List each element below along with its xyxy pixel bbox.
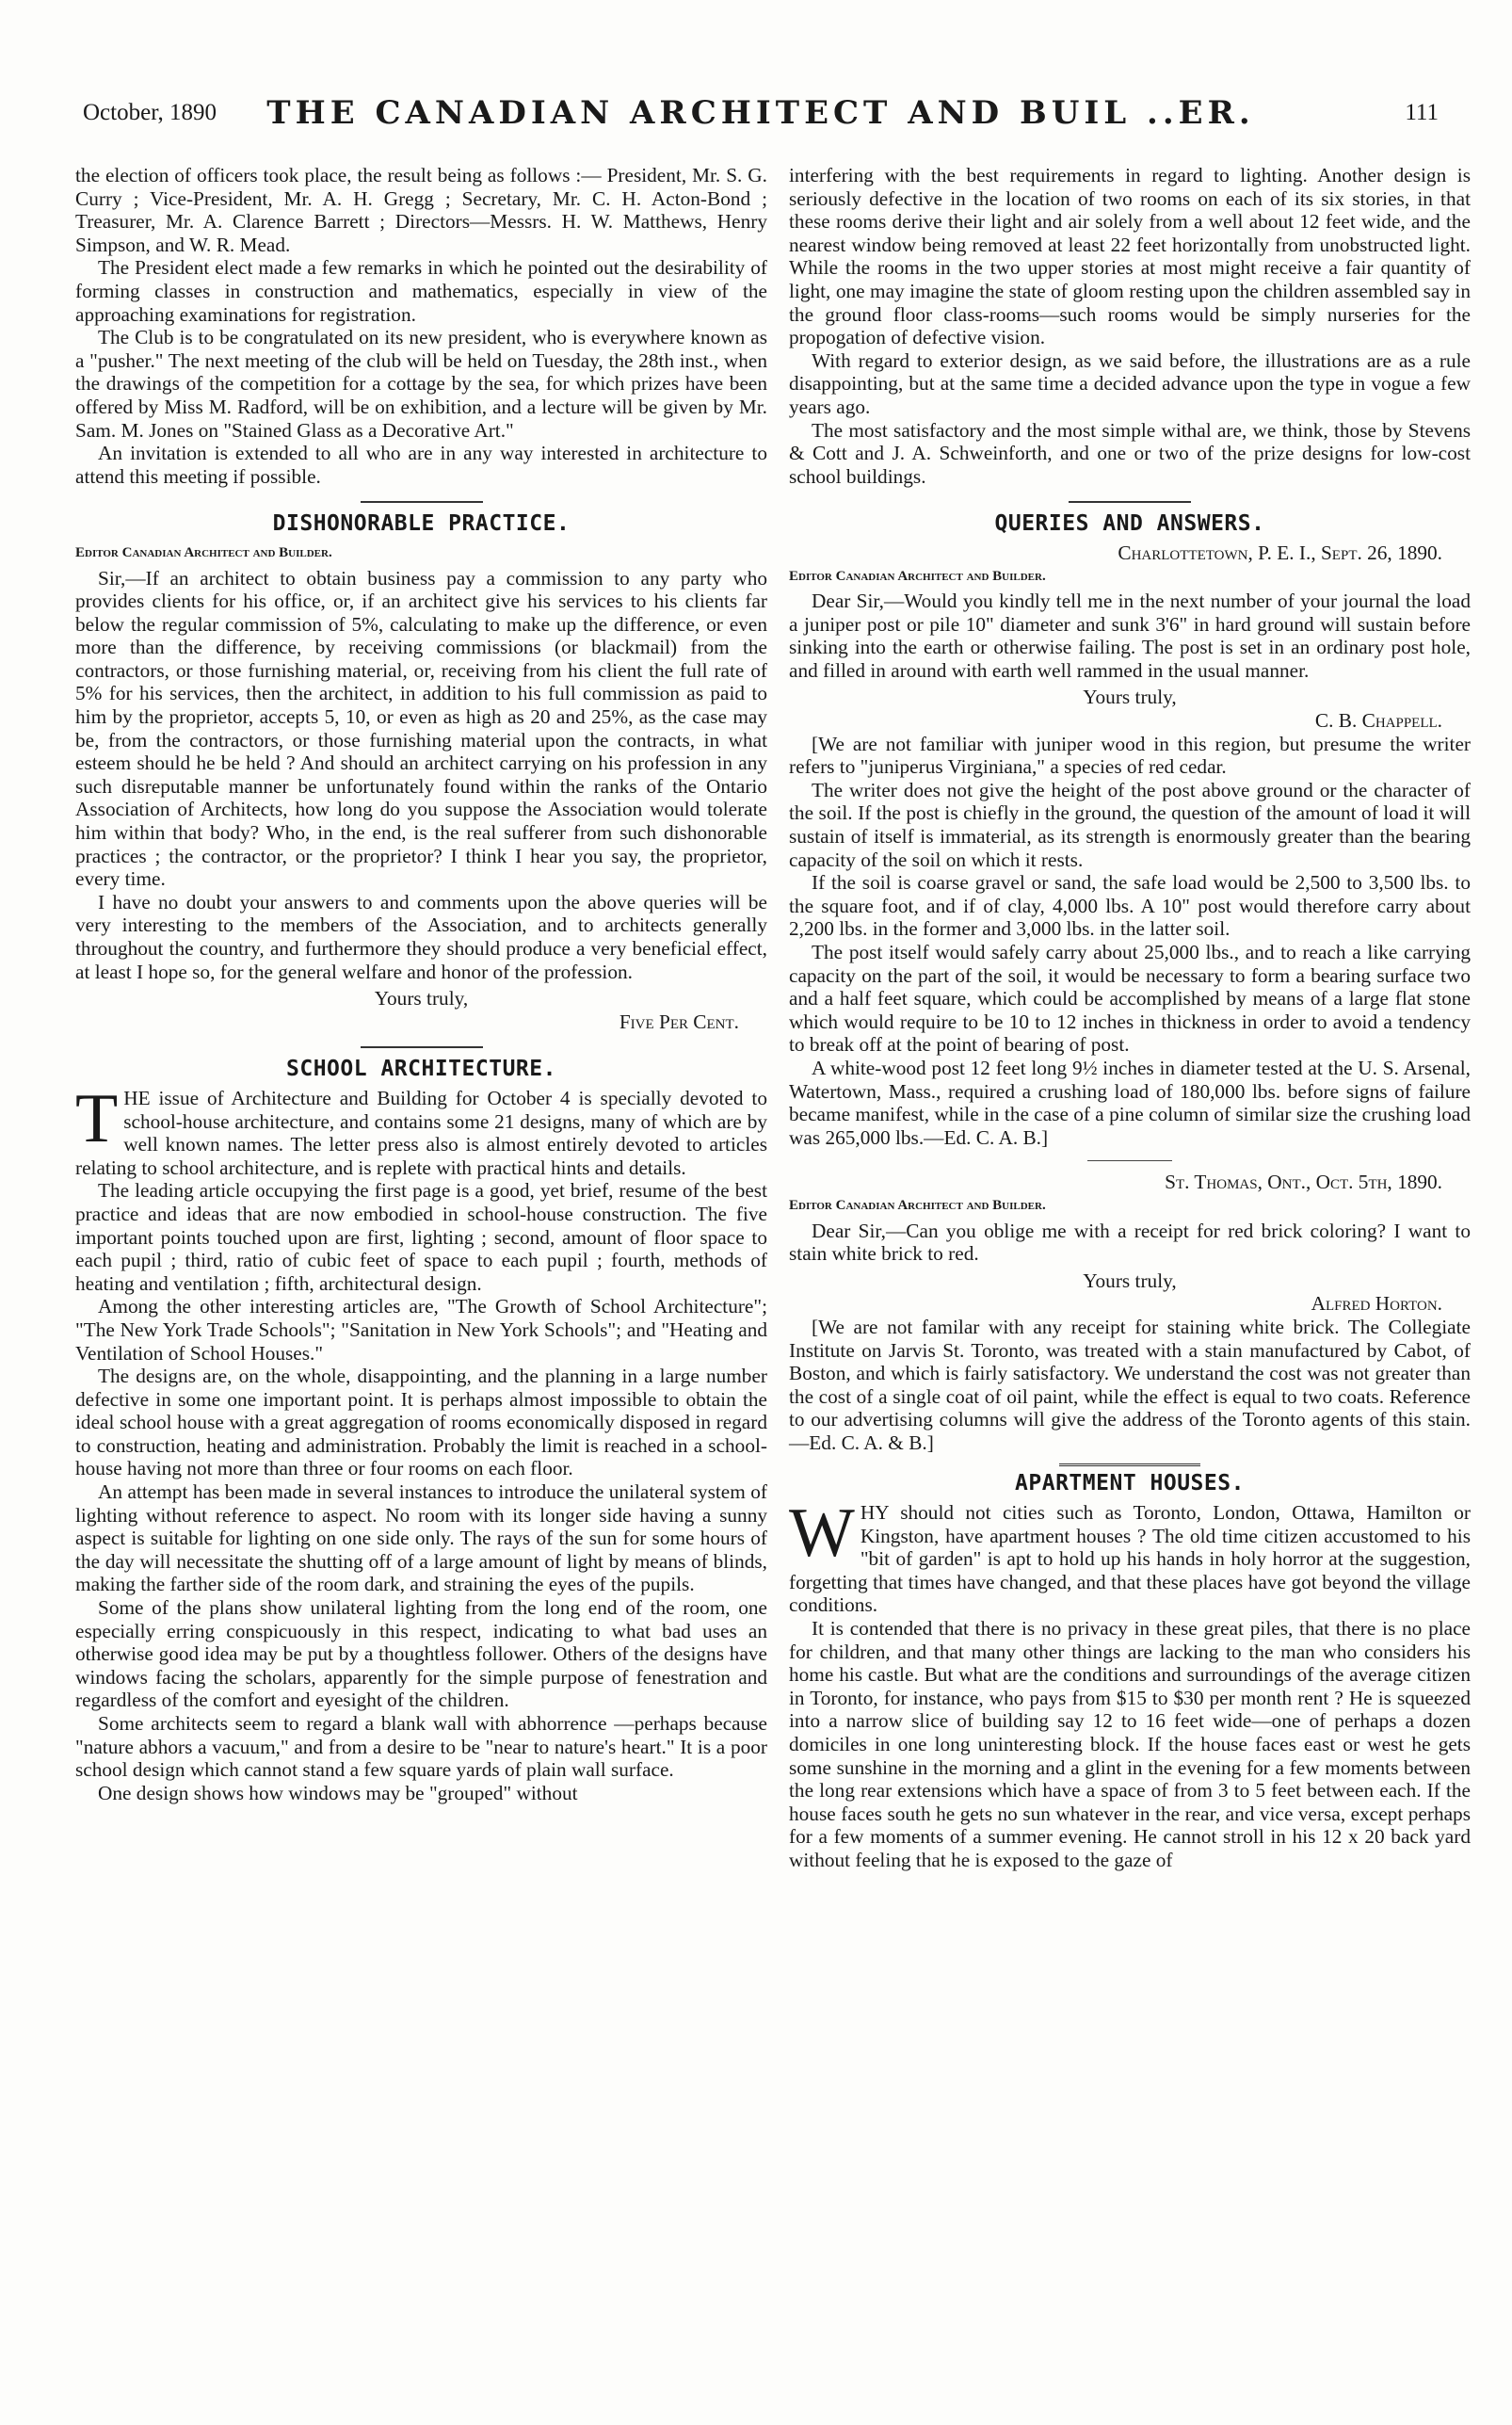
section-divider [361, 501, 483, 503]
letter-signature: Five Per Cent. [619, 1010, 739, 1033]
paragraph: With regard to exterior design, as we said before, the illustrations are as a rule disappointing, but at the same time a decided advance upon the type in vogue a few years ago. [789, 348, 1471, 418]
paragraph: It is contended that there is no privacy in these great piles, that there is no place for children, and that many other things are lacking to the man who considers his home his castle. But what are the conditions and surroundings of the average citizen in Toronto, for instance, who pays from $15 to $30 per month rent ? He is squeezed into a narrow slice of building say 12 to 16 feet wide—one of perhaps a dozen domiciles in one long uninteresting block. If the house faces east or west he gets some sunshine in the morning and a glint in the evening for a few moments between the long rear extensions which have a space of from 3 to 5 feet between each. If the house faces south he gets no sun whatever in the rear, and vice versa, except perhaps for a few moments of a summer evening. He cannot stroll in his 12 x 20 back yard without feeling that he is exposed to the gaze of [789, 1617, 1471, 1871]
letter-dateline: Charlottetown, P. E. I., Sept. 26, 1890. [1118, 541, 1442, 564]
letter-closing: Yours truly, [1083, 686, 1177, 709]
section-divider [1087, 1160, 1172, 1161]
drop-cap: W [789, 1495, 855, 1573]
paragraph: A white-wood post 12 feet long 9½ inches in diameter tested at the U. S. Arsenal, Watertown, Mass., required a crushing load of 180,000 lbs. before signs of failure became manifest, while in the case of a pine column of similar size the crushing load was 265,000 lbs.—Ed. C. A. B.] [789, 1056, 1471, 1149]
section-divider [361, 1046, 483, 1048]
section-divider [1069, 501, 1191, 503]
paragraph: [We are not familar with any receipt for staining white brick. The Collegiate Institute on Jarvis St. Toronto, was treated with a stain manufactured by Cabot, of Boston, and which is fairly satisfactory. We understand the cost was not greater than the cost of a single coat of oil paint, while the effect is equal to two coats. Reference to our advertising columns will give the address of the Toronto agents of this stain.—Ed. C. A. & B.] [789, 1315, 1471, 1454]
paragraph: Among the other interesting articles are, "The Growth of School Architecture"; "The New York Trade Schools"; "Sanitation in New York Schools"; and "Heating and Ventilation of School Houses." [75, 1295, 767, 1365]
section-heading: SCHOOL ARCHITECTURE. [286, 1057, 556, 1082]
paragraph-text: HY should not cities such as Toronto, London, Ottawa, Hamilton or Kingston, have apartment houses ? The old time citizen accustomed to his "bit of garden" is apt to hold up his hands in holy horror at the suggestion, forgetting that times have changed, and that these places have got beyond the village conditions. [789, 1501, 1471, 1617]
paragraph: Dear Sir,—Can you oblige me with a receipt for red brick coloring? I want to stain white brick to red. [789, 1219, 1471, 1266]
paragraph: The post itself would safely carry about 25,000 lbs., and to reach a like carrying capacity on the part of the soil, it would be necessary to form a bearing surface two and a half feet square, which could be accomplished by means of a large flat stone which would require to be 10 to 12 inches in thickness in order to avoid a tendency to break off at the point of bearing of post. [789, 941, 1471, 1057]
paragraph: Sir,—If an architect to obtain business pay a commission to any party who provides clients for his office, or, if an architect give his services to his clients far below the regular commission of 5%, calculating to make up the difference, or even more than the difference, by receiving commissions (or blackmail) from the contractors, or those furnishing material, or, receiving from his client the full rate of 5% for his services, then the architect, in addition to his full commission as paid to him by the proprietor, accepts 5, 10, or even as high as 20 and 25%, as the case may be, from the contractors, or those furnishing material upon the contracts, in what esteem should he be held ? And should an architect carrying on his profession in any such disreputable manner be unfortunately found within the ranks of the Ontario Association of Architects, how long do you suppose the Association would tolerate him within that body? Who, in the end, is the real sufferer from such dishonorable practices ; the contractor, or the proprietor? I think I hear you say, the proprietor, every time. [75, 566, 767, 891]
left-column [75, 164, 767, 1804]
paragraph: Dear Sir,—Would you kindly tell me in the next number of your journal the load a juniper post or pile 10" diameter and sunk 3'6" in hard ground will sustain before sinking into the earth or otherwise failing. The post is set in an ordinary post hole, and filled in around with earth well rammed in the usual manner. [789, 590, 1471, 682]
paragraph: The leading article occupying the first page is a good, yet brief, resume of the best practice and ideas that are now embodied in school-house construction. The five important points touched upon are first, lighting ; second, amount of floor space to each pupil ; third, ratio of cubic feet of space to each pupil ; fourth, methods of heating and ventilation ; fifth, architectural design. [75, 1179, 767, 1295]
masthead-title: THE CANADIAN ARCHITECT AND BUIL ..ER. [266, 94, 1255, 132]
letter-dateline: St. Thomas, Ont., Oct. 5th, 1890. [1165, 1171, 1442, 1194]
section-heading: QUERIES AND ANSWERS. [994, 511, 1265, 537]
editor-address: Editor Canadian Architect and Builder. [789, 568, 1046, 584]
paragraph-text: HE issue of Architecture and Building for October 4 is specially devoted to school-house architecture, and contains some 21 designs, many of which are by well known names. The letter press also is almost entirely devoted to articles relating to school architecture, and is replete with practical hints and details. [75, 1086, 767, 1179]
paragraph: An invitation is extended to all who are in any way interested in architecture to attend this meeting if possible. [75, 442, 767, 488]
paragraph: If the soil is coarse gravel or sand, the safe load would be 2,500 to 3,500 lbs. to the square foot, and if of clay, 4,000 lbs. A 10" post would therefore carry about 2,200 lbs. in the former and 3,000 lbs. in the latter soil. [789, 871, 1471, 941]
paragraph: The President elect made a few remarks in which he pointed out the desirability of forming classes in construction and mathematics, especially in view of the approaching examinations for registration. [75, 256, 767, 326]
letter-closing: Yours truly, [374, 987, 469, 1010]
paragraph: the election of officers took place, the result being as follows :— President, Mr. S. G. Curry ; Vice-President, Mr. A. H. Gregg ; Secretary, Mr. C. H. Acton-Bond ; Treasurer, Mr. A. Clarence Barrett ; Directors—Messrs. H. W. Matthews, Henry Simpson, and W. R. Mead. [75, 164, 767, 256]
right-column [789, 164, 1471, 1872]
section-heading: APARTMENT HOUSES. [1015, 1471, 1245, 1496]
letter-signature: C. B. Chappell. [1314, 709, 1442, 733]
paragraph: I have no doubt your answers to and comments upon the above queries will be very interesting to the members of the Association, and to architects generally throughout the country, and furthermore they should produce a very beneficial effect, at least I hope so, for the general welfare and honor of the profession. [75, 890, 767, 983]
paragraph [75, 1079, 767, 1179]
paragraph: Some of the plans show unilateral lighting from the long end of the room, one especially erring conspicuously in this respect, indicating to what bad uses an otherwise good idea may be put by a thoughtless follower. Others of the designs have windows facing the scholars, apparently for the simple purpose of fenestration and regardless of the comfort and eyesight of the children. [75, 1596, 767, 1712]
section-divider [1059, 1463, 1200, 1466]
page-number: 111 [1405, 100, 1439, 125]
drop-cap: T [75, 1079, 119, 1157]
letter-closing: Yours truly, [1083, 1269, 1177, 1292]
paragraph: The Club is to be congratulated on its new president, who is everywhere known as a "pusher." The next meeting of the club will be held on Tuesday, the 28th inst., when the drawings of the competition for a cottage by the sea, for which prizes have been offered by Miss M. Radford, will be on exhibition, and a lecture will be given by Mr. Sam. M. Jones on "Stained Glass as a Decorative Art." [75, 326, 767, 442]
paragraph: The most satisfactory and the most simple withal are, we think, those by Stevens & Cott and J. A. Schweinforth, and one or two of the prize designs for low-cost school buildings. [789, 418, 1471, 488]
editor-address: Editor Canadian Architect and Builder. [789, 1197, 1046, 1213]
paragraph: Some architects seem to regard a blank wall with abhorrence —perhaps because "nature abhors a vacuum," and from a desire to be "near to nature's heart." It is a poor school design which cannot stand a few square yards of plain wall surface. [75, 1712, 767, 1782]
paragraph: interfering with the best requirements in regard to lighting. Another design is seriously defective in the location of two rooms on each of its six stories, in that these rooms derive their light and air solely from a well about 12 feet wide, and the nearest window being removed at least 22 feet horizontally from unobstructed light. While the rooms in the two upper stories at most might receive a fair quantity of light, one may imagine the state of gloom resting upon the children assembled say in the ground floor class-rooms—such rooms would be simply nurseries for the propogation of defective vision. [789, 164, 1471, 349]
paragraph: One design shows how windows may be "grouped" without [98, 1781, 578, 1804]
paragraph: [We are not familiar with juniper wood in this region, but presume the writer refers to "juniperus Virginiana," a species of red cedar. [789, 732, 1471, 779]
header-date: October, 1890 [83, 100, 217, 125]
paragraph [789, 1495, 1471, 1617]
letter-signature: Alfred Horton. [1311, 1292, 1442, 1316]
paragraph: The designs are, on the whole, disappointing, and the planning in a large number defective in some one important point. It is perhaps almost impossible to obtain the ideal school house with a great aggregation of rooms economically disposed in regard to construction, heating and administration. Probably the limit is reached in a school-house having not more than three or four rooms on each floor. [75, 1365, 767, 1480]
section-heading: DISHONORABLE PRACTICE. [272, 511, 571, 537]
paragraph: The writer does not give the height of the post above ground or the character of the soil. If the post is chiefly in the ground, the question of the amount of load it will sustain of itself is immaterial, as its strength is enormously greater than the bearing capacity of the soil on which it rests. [789, 778, 1471, 871]
page-header [83, 94, 1439, 141]
paragraph: An attempt has been made in several instances to introduce the unilateral system of lighting without reference to aspect. No room with its longer side having a sunny aspect is suitable for lighting on one side only. The rays of the sun for some hours of the day will necessitate the shutting off of a large amount of light by means of blinds, making the farther side of the room dark, and straining the eyes of the pupils. [75, 1480, 767, 1596]
editor-address: Editor Canadian Architect and Builder. [75, 544, 332, 560]
